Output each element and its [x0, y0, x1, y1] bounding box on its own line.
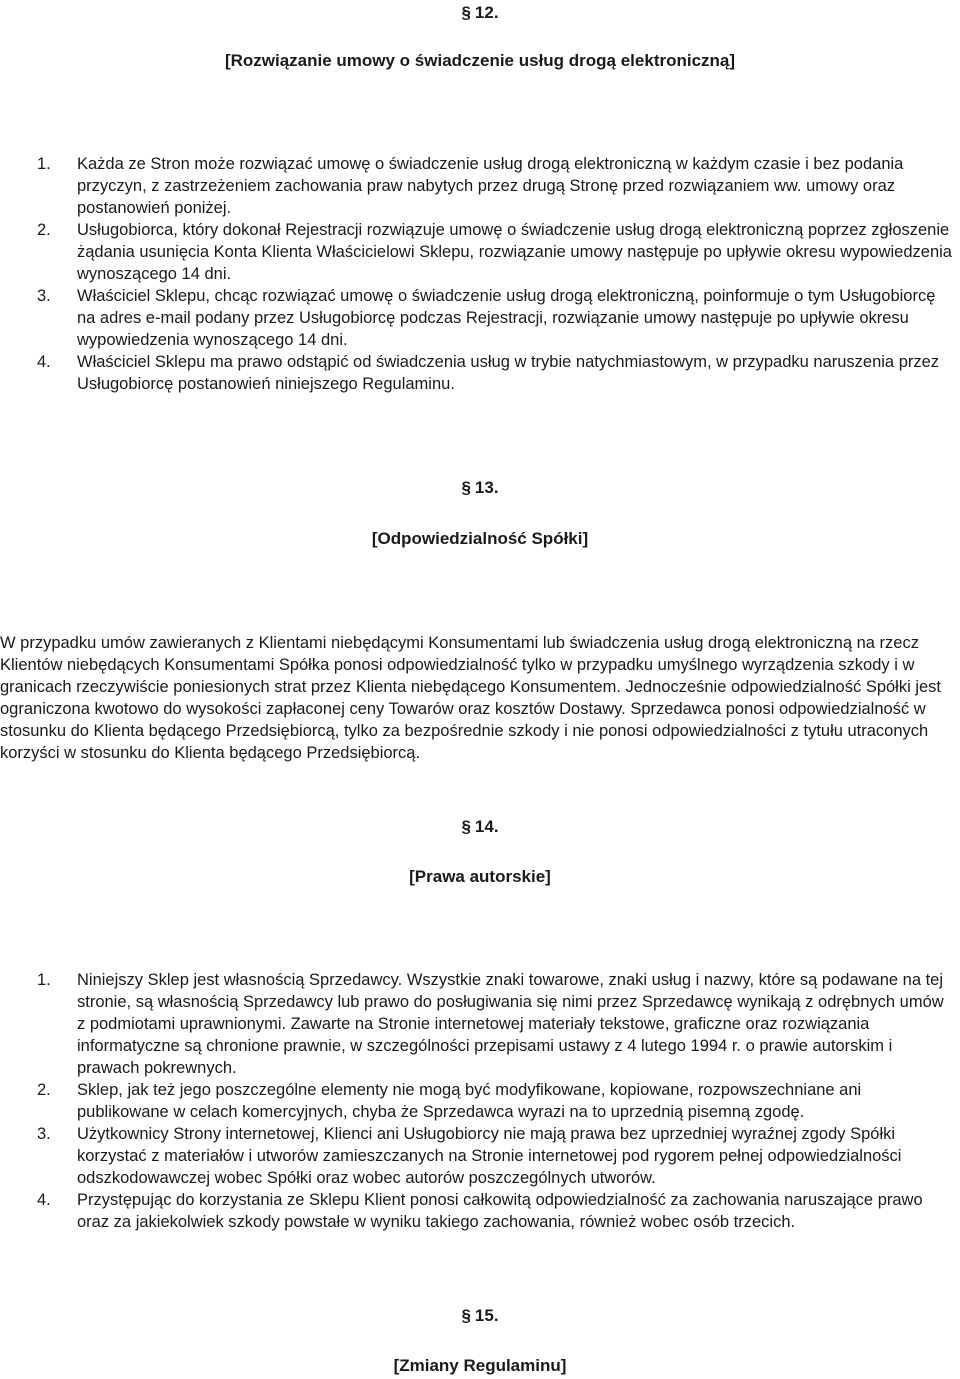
list-item-text: Niniejszy Sklep jest własnością Sprzedawcy. Wszystkie znaki towarowe, znaki usług i nazwy, które są podawane na tej stronie, są własnością Sprzedawcy lub prawo do posługiwania się nimi przez Sprzedawcę wynikają z odrębnych umów z podmiotami uprawnionymi. Zawarte na Stronie internetowej materiały tekstowe, graficzne oraz rozwiązania informatyczne są chronione prawnie, w szczególności przepisami ustawy z 4 lutego 1994 r. o prawie autorskim i prawach pokrewnych. [77, 971, 944, 1077]
list-item-number: 4. [37, 353, 51, 371]
section-symbol: § [461, 817, 471, 836]
section-15-title: [Zmiany Regulaminu] [393, 1356, 567, 1375]
section-symbol: § [461, 478, 471, 497]
list-item-text: Użytkownicy Strony internetowej, Klienci ani Usługobiorcy nie mają prawa bez uprzedniej wyraźnej zgody Spółki korzystać z materiałów i utworów zamieszczanych na Stronie internetowej pod rygorem pełnej odpowiedzialności odszkodowawczej wobec Spółki oraz wobec autorów poszczególnych utworów. [77, 1125, 902, 1187]
list-item-text: Właściciel Sklepu ma prawo odstąpić od świadczenia usług w trybie natychmiastowym, w przypadku naruszenia przez Usługobiorcę postanowień niniejszego Regulaminu. [77, 353, 940, 393]
section-number-text: 12. [474, 3, 499, 22]
list-item-number: 2. [37, 1081, 51, 1099]
list-item [0, 969, 960, 1079]
section-number-text: 15. [474, 1306, 499, 1325]
section-14-list [0, 969, 960, 1233]
section-symbol: § [461, 3, 471, 22]
section-15-number [0, 1305, 960, 1327]
list-item [0, 351, 960, 395]
list-item-text: Przystępując do korzystania ze Sklepu Klient ponosi całkowitą odpowiedzialność za zachowania naruszające prawo oraz za jakiekolwiek szkody powstałe w wyniku takiego zachowania, również wobec osób trzecich. [77, 1191, 923, 1231]
list-item-number: 4. [37, 1191, 51, 1209]
list-item-text: Każda ze Stron może rozwiązać umowę o świadczenie usług drogą elektroniczną w każdym czasie i bez podania przyczyn, z zastrzeżeniem zachowania praw nabytych przez drugą Stronę przed rozwiązaniem ww. umowy oraz postanowień poniżej. [77, 155, 904, 217]
list-item [0, 1189, 960, 1233]
section-number-text: 14. [474, 817, 499, 836]
section-13-paragraph: W przypadku umów zawieranych z Klientami niebędącymi Konsumentami lub świadczenia usług drogą elektroniczną na rzecz Klientów niebędących Konsumentami Spółka ponosi odpowiedzialność tylko w przypadku umyślnego wyrządzenia szkody i w granicach rzeczywiście poniesionych strat przez Klienta niebędącego Konsumentem. Jednocześnie odpowiedzialność Spółki jest ograniczona kwotowo do wysokości zapłaconej ceny Towarów oraz kosztów Dostawy. Sprzedawca ponosi odpowiedzialność w stosunku do Klienta będącego Przedsiębiorcą, tylko za bezpośrednie szkody i nie ponosi odpowiedzialności z tytułu utraconych korzyści w stosunku do Klienta będącego Przedsiębiorcą. [0, 634, 942, 762]
list-item-number: 3. [37, 1125, 51, 1143]
section-symbol: § [461, 1306, 471, 1325]
list-item-text: Usługobiorca, który dokonał Rejestracji rozwiązuje umowę o świadczenie usług drogą elektroniczną poprzez zgłoszenie żądania usunięcia Konta Klienta Właścicielowi Sklepu, rozwiązanie umowy następuje po upływie okresu wypowiedzenia wynoszącego 14 dni. [77, 221, 952, 283]
list-item [0, 153, 960, 219]
section-12-title: [Rozwiązanie umowy o świadczenie usług drogą elektroniczną] [224, 51, 736, 70]
section-12-list [0, 153, 960, 395]
section-14-title: [Prawa autorskie] [409, 867, 551, 886]
section-14-number [0, 816, 960, 838]
list-item [0, 285, 960, 351]
list-item-number: 1. [37, 971, 51, 989]
section-13-number [0, 477, 960, 499]
list-item-number: 3. [37, 287, 51, 305]
section-13-title: [Odpowiedzialność Spółki] [371, 529, 589, 548]
list-item-text: Sklep, jak też jego poszczególne elementy nie mogą być modyfikowane, kopiowane, rozpowszechniane ani publikowane w celach komercyjnych, chyba że Sprzedawca wyrazi na to uprzednią pisemną zgodę. [77, 1081, 862, 1121]
list-item [0, 219, 960, 285]
section-12-number [0, 2, 960, 24]
list-item-text: Właściciel Sklepu, chcąc rozwiązać umowę o świadczenie usług drogą elektroniczną, poinformuje o tym Usługobiorcę na adres e-mail podany przez Usługobiorcę podczas Rejestracji, rozwiązanie umowy następuje po upływie okresu wypowiedzenia wynoszącego 14 dni. [77, 287, 936, 349]
list-item [0, 1123, 960, 1189]
list-item-number: 1. [37, 155, 51, 173]
list-item-number: 2. [37, 221, 51, 239]
list-item [0, 1079, 960, 1123]
section-number-text: 13. [474, 478, 499, 497]
